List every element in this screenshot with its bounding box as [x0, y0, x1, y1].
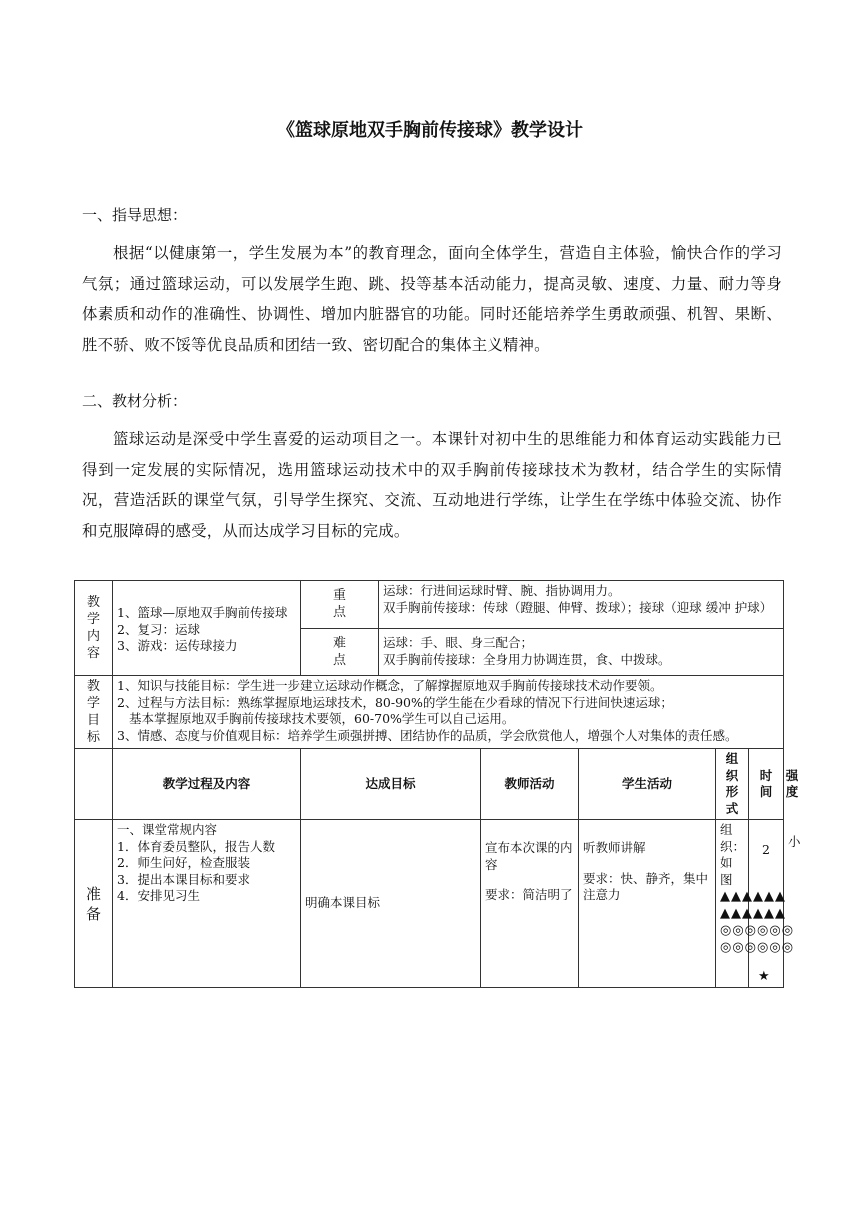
key-points: 运球：行进间运球时臂、腕、指协调用力。 双手胸前传接球：传球（蹬腿、伸臂、拨球）；接球（迎球 缓冲 护球） — [379, 581, 784, 629]
table-row — [75, 676, 784, 749]
table-header-row: 教学过程及内容 达成目标 教师活动 学生活动 组织形式 时间 强度 — [75, 749, 784, 820]
table-row — [75, 581, 784, 629]
header-empty — [75, 749, 113, 820]
circle-row: ◎◎◎◎◎◎ — [720, 923, 795, 938]
section-body-material-analysis: 篮球运动是深受中学生喜爱的运动项目之一。本课针对初中生的思维能力和体育运动实践能力已得到一定发展的实际情况，选用篮球运动技术中的双手胸前传接球技术为教材，结合学生的实际情况，营造活跃的课堂气氛，引导学生探究、交流、互动地进行学练，让学生在学练中体验交流、协作和克服障碍的感受，从而达成学习目标的完成。 — [82, 430, 782, 540]
header-teacher: 教师活动 — [481, 749, 579, 820]
prep-teacher-activity: 宣布本次课的内容 要求：简洁明了 — [481, 820, 579, 988]
prep-stage-label: 准备 — [75, 820, 113, 988]
triangle-row: ▲▲▲▲▲▲ — [720, 889, 786, 904]
prep-student-activity: 听教师讲解 要求：快、静齐，集中注意力 — [579, 820, 716, 988]
header-student: 学生活动 — [579, 749, 716, 820]
content-label: 教学内容 — [75, 581, 113, 676]
circle-row: ◎◎◎◎◎◎ — [720, 940, 795, 955]
goals-label: 教学目标 — [75, 676, 113, 749]
header-organization: 组织形式 — [716, 749, 749, 820]
table-row: 准备 一、课堂常规内容 1．体育委员整队，报告人数 2．师生问好，检查服装 3．提出本课目标和要求 4．安排见习生 明确本课目标 宣布本次课的内容 要求：简洁明了 听教师讲解 要求：快、静齐，集中注意力 组织：如图 ▲▲▲▲▲▲ ▲▲▲▲▲▲ ◎◎◎◎◎◎ ◎◎◎◎◎◎ ★ 2 小 — [75, 820, 784, 988]
header-time: 时间 — [749, 749, 784, 820]
header-process: 教学过程及内容 — [113, 749, 301, 820]
section-heading-material-analysis: 二、教材分析： — [82, 392, 188, 410]
difficult-label: 难点 — [301, 628, 379, 676]
prep-time: 2 — [749, 820, 784, 988]
section-body-guiding-ideology: 根据“以健康第一，学生发展为本”的教育理念，面向全体学生，营造自主体验，愉快合作的学习气氛；通过篮球运动，可以发展学生跑、跳、投等基本活动能力，提高灵敏、速度、力量、耐力等身体素质和动作的准确性、协调性、增加内脏器官的功能。同时还能培养学生勇敢顽强、机智、果断、胜不骄、败不馁等优良品质和团结一致、密切配合的集体主义精神。 — [82, 244, 782, 354]
prep-organization: 组织：如图 ▲▲▲▲▲▲ ▲▲▲▲▲▲ ◎◎◎◎◎◎ ◎◎◎◎◎◎ ★ — [716, 820, 749, 988]
triangle-row: ▲▲▲▲▲▲ — [720, 906, 786, 921]
prep-target: 明确本课目标 — [301, 820, 481, 988]
difficult-points: 运球：手、眼、身三配合； 双手胸前传接球：全身用力协调连贯，食、中拨球。 — [379, 628, 784, 676]
header-target: 达成目标 — [301, 749, 481, 820]
goals: 1、知识与技能目标：学生进一步建立运球动作概念，了解撑握原地双手胸前传接球技术动作要领。 2、过程与方法目标：熟练掌握原地运球技术，80-90%的学生能在少看球的情况下行进间快速运球； 基本掌握原地双手胸前传接球技术要领，60-70%学生可以自己运用。 3、情感、态度与价值观目标：培养学生顽强拼搏、团结协作的品质，学会欣赏他人，增强个人对集体的责任感。 — [113, 676, 784, 749]
star-icon: ★ — [758, 969, 771, 984]
document-title: 《篮球原地双手胸前传接球》教学设计 — [277, 120, 583, 141]
content-items: 1、篮球—原地双手胸前传接球 2、复习：运球 3、游戏：运传球接力 — [113, 581, 301, 676]
section-heading-guiding-ideology: 一、指导思想： — [82, 206, 188, 224]
prep-process-items: 一、课堂常规内容 1．体育委员整队，报告人数 2．师生问好，检查服装 3．提出本课目标和要求 4．安排见习生 — [113, 820, 301, 988]
lesson-plan-table — [74, 580, 801, 988]
key-label: 重点 — [301, 581, 379, 629]
